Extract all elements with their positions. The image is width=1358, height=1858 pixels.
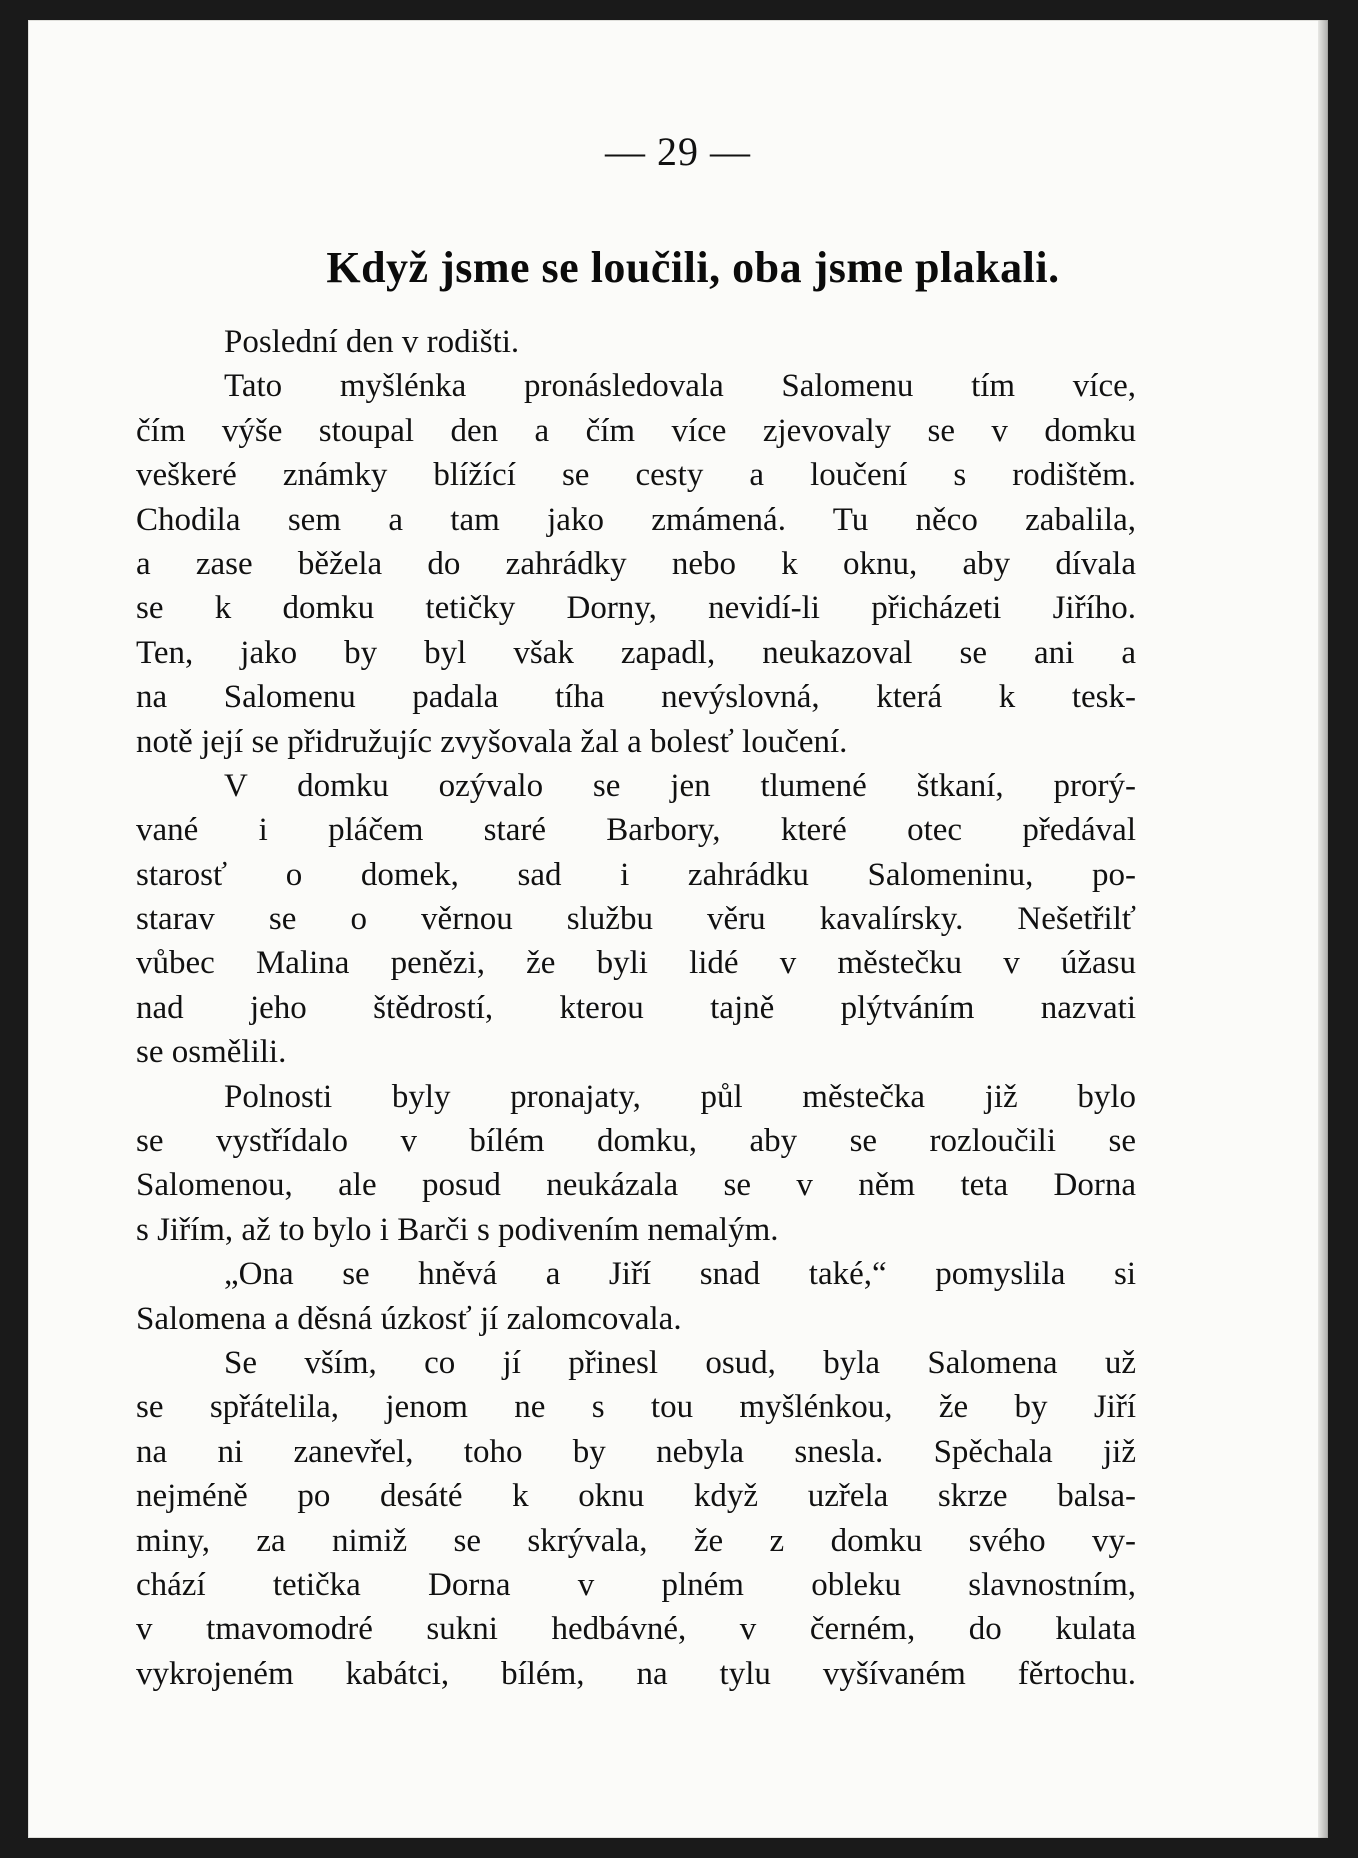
text-line: se spřátelila, jenom ne s tou myšlénkou, že by Jiří [136, 1389, 1136, 1426]
text-line: miny, za nimiž se skrývala, že z domku svého vy- [136, 1522, 1136, 1559]
page-number: — 29 — [605, 129, 751, 174]
body-text [136, 320, 1136, 1696]
text-line: a zase běžela do zahrádky nebo k oknu, aby dívala [136, 545, 1136, 582]
text-line: vykrojeném kabátci, bílém, na tylu vyšívaném fěrtochu. [136, 1655, 1136, 1692]
text-line: vané i pláčem staré Barbory, které otec předával [136, 812, 1136, 849]
text-line: s Jiřím, až to bylo i Barči s podivením nemalým. [136, 1211, 779, 1248]
text-line: starav se o věrnou službu věru kavalírsky. Nešetřilť [136, 901, 1136, 938]
text-line: Salomenou, ale posud neukázala se v něm teta Dorna [136, 1167, 1136, 1204]
text-line: notě její se přidružujíc zvyšovala žal a bolesť loučení. [136, 723, 848, 760]
text-line: Salomena a děsná úzkosť jí zalomcovala. [136, 1300, 682, 1337]
text-line: na ni zanevřel, toho by nebyla snesla. Spěchala již [136, 1433, 1136, 1470]
text-line: se osmělili. [136, 1034, 287, 1071]
text-line: vůbec Malina penězi, že byli lidé v městečku v úžasu [136, 945, 1136, 982]
text-line: v tmavomodré sukni hedbávné, v černém, do kulata [136, 1611, 1136, 1648]
text-line: Polnosti byly pronajaty, půl městečka již bylo [224, 1078, 1136, 1115]
text-line: na Salomenu padala tíha nevýslovná, která k tesk- [136, 679, 1136, 716]
text-line: nad jeho štědrostí, kterou tajně plýtváním nazvati [136, 989, 1136, 1026]
text-line: Tato myšlénka pronásledovala Salomenu tím více, [224, 368, 1136, 405]
text-line: Chodila sem a tam jako zmámená. Tu něco zabalila, [136, 501, 1136, 538]
text-line: chází tetička Dorna v plném obleku slavnostním, [136, 1566, 1136, 1603]
text-line: se k domku tetičky Dorny, nevidí-li přicházeti Jiřího. [136, 590, 1136, 627]
text-line: V domku ozývalo se jen tlumené štkaní, prorý- [224, 767, 1136, 804]
text-line: Poslední den v rodišti. [224, 324, 520, 360]
chapter-title: Když jsme se loučili, oba jsme plakali. [326, 243, 1060, 292]
text-line: veškeré známky blížící se cesty a loučení s rodištěm. [136, 457, 1136, 494]
text-line: nejméně po desáté k oknu když uzřela skrze balsa- [136, 1478, 1136, 1515]
text-line: „Ona se hněvá a Jiří snad také,“ pomyslila si [224, 1256, 1136, 1293]
text-line: čím výše stoupal den a čím více zjevovaly se v domku [136, 412, 1136, 449]
book-page [28, 20, 1328, 1838]
text-line: se vystřídalo v bílém domku, aby se rozloučili se [136, 1123, 1136, 1160]
text-line: Se vším, co jí přinesl osud, byla Salomena už [224, 1344, 1136, 1381]
text-line: Ten, jako by byl však zapadl, neukazoval se ani a [136, 634, 1136, 671]
text-line: starosť o domek, sad i zahrádku Salomeninu, po- [136, 856, 1136, 893]
